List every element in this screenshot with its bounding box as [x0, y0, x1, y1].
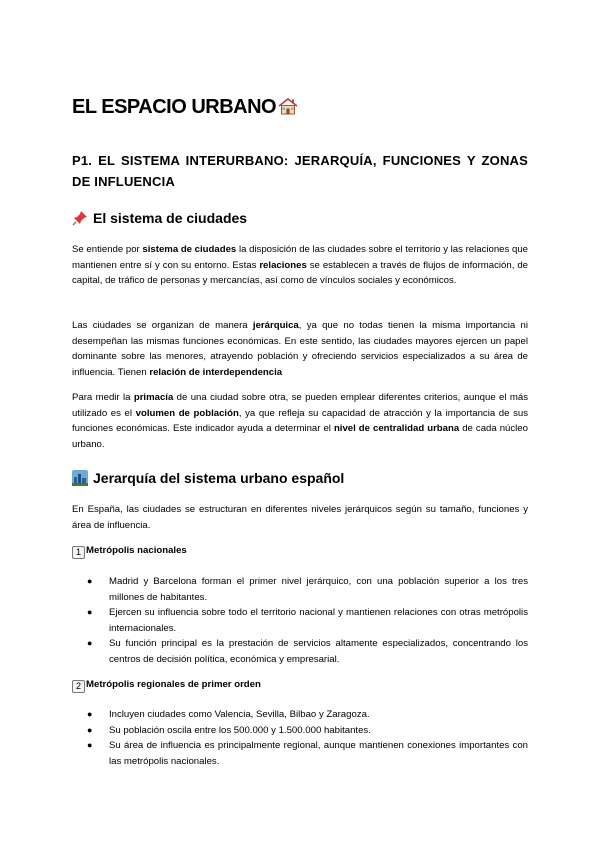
- pushpin-icon: [72, 210, 88, 229]
- bullet-icon: ●: [87, 576, 93, 586]
- paragraph-jerarquia: Las ciudades se organizan de manera jerárquica, ya que no todas tienen la misma importancia ni desempeñan las mismas funciones económicas. En este sentido, las ciudades mayores ejercen un papel dominante sobre las menores, atrayendo población y ofreciendo servicios especializados a su área de influencia. Tienen relación de interdependencia: [72, 320, 528, 378]
- section-heading: P1. EL SISTEMA INTERURBANO: JERARQUÍA, FUNCIONES Y ZONAS DE INFLUENCIA: [72, 153, 528, 189]
- subheading-jerarquia-espanol: Jerarquía del sistema urbano español: [72, 470, 344, 489]
- bullet-icon: ●: [87, 740, 93, 751]
- keycap-one-icon: 1: [72, 546, 85, 559]
- cityscape-icon: [72, 470, 88, 489]
- list-metropolis-nacionales: [72, 574, 528, 668]
- list-item: ● Su función principal es la prestación de servicios altamente especializados, concentrando los centros de decisión política, económica y empresarial.: [87, 638, 528, 665]
- bullet-icon: ●: [87, 638, 93, 649]
- bullet-icon: ●: [87, 709, 93, 719]
- paragraph-niveles: En España, las ciudades se estructuran en diferentes niveles jerárquicos según su tamaño, funciones y área de influencia.: [72, 504, 528, 531]
- bullet-icon: ●: [87, 607, 93, 618]
- list-item: ● Madrid y Barcelona forman el primer nivel jerárquico, con una población superior a los tres millones de habitantes.: [87, 576, 528, 603]
- page-title: EL ESPACIO URBANO: [72, 96, 299, 121]
- list-item: ● Su población oscila entre los 500.000 y 1.500.000 habitantes.: [72, 723, 528, 739]
- keycap-two-icon: 2: [72, 680, 85, 693]
- level-metropolis-regionales: 2 Metrópolis regionales de primer orden: [72, 679, 261, 693]
- paragraph-primacia: Para medir la primacía de una ciudad sobre otra, se pueden emplear diferentes criterios, aunque el más utilizado es el volumen de población, ya que refleja su capacidad de atracción y la importancia de sus funciones económicas. Este indicador ayuda a determinar el nivel de centralidad urbana de cada núcleo urbano.: [72, 392, 528, 450]
- subheading-sistema-ciudades: El sistema de ciudades: [72, 210, 247, 229]
- list-item: ● Su área de influencia es principalmente regional, aunque mantienen conexiones importantes con las metrópolis nacionales.: [87, 740, 528, 767]
- list-metropolis-regionales: [72, 707, 528, 769]
- house-icon: [277, 97, 299, 121]
- list-item: ● Ejercen su influencia sobre todo el territorio nacional y mantienen relaciones con otras metrópolis internacionales.: [87, 607, 528, 634]
- list-item: ● Incluyen ciudades como Valencia, Sevilla, Bilbao y Zaragoza.: [72, 707, 528, 723]
- bullet-icon: ●: [87, 724, 93, 735]
- level-metropolis-nacionales: 1 Metrópolis nacionales: [72, 545, 187, 559]
- paragraph-sistema-definicion: Se entiende por sistema de ciudades la disposición de las ciudades sobre el territorio y las relaciones que mantienen entre sí y con su entorno. Estas relaciones se establecen a través de flujos de información, de capital, de tráfico de personas y mercancías, así como de vínculos sociales y económicos.: [72, 244, 528, 287]
